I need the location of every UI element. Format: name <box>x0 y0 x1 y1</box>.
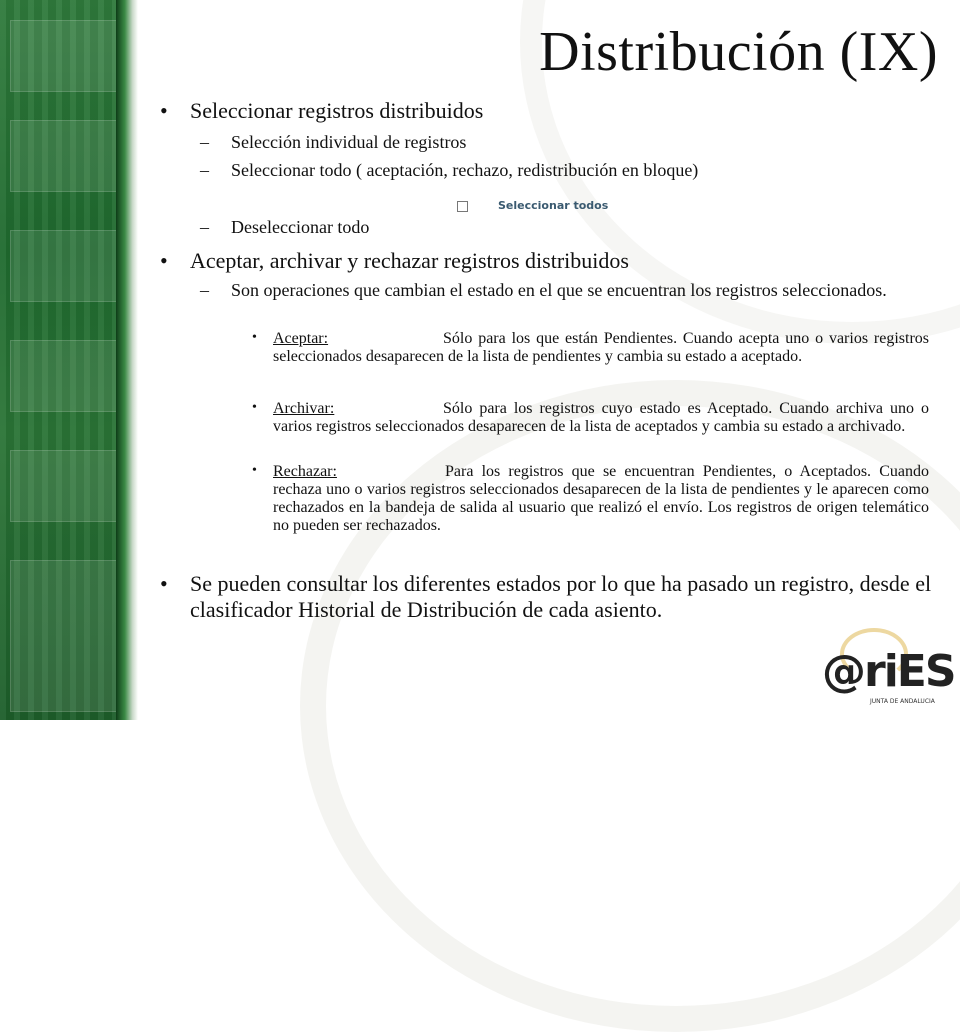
band-emblem <box>10 560 117 712</box>
band-tile <box>10 450 117 522</box>
logo-brand: @riES <box>822 646 955 697</box>
band-tile <box>10 20 117 92</box>
slide-title: Distribución (IX) <box>539 21 938 83</box>
logo-subtitle: JUNTA DE ANDALUCIA <box>870 698 935 705</box>
band-tile <box>10 120 117 192</box>
bullet-dot: • <box>160 98 168 123</box>
band-tile <box>10 230 117 302</box>
select-all-control[interactable] <box>455 197 620 219</box>
aries-logo <box>818 640 955 710</box>
select-all-label: Seleccionar todos <box>498 199 609 212</box>
checkbox[interactable] <box>457 201 468 212</box>
band-tile <box>10 340 117 412</box>
decorative-side-band <box>0 0 130 720</box>
band-edge <box>116 0 138 720</box>
